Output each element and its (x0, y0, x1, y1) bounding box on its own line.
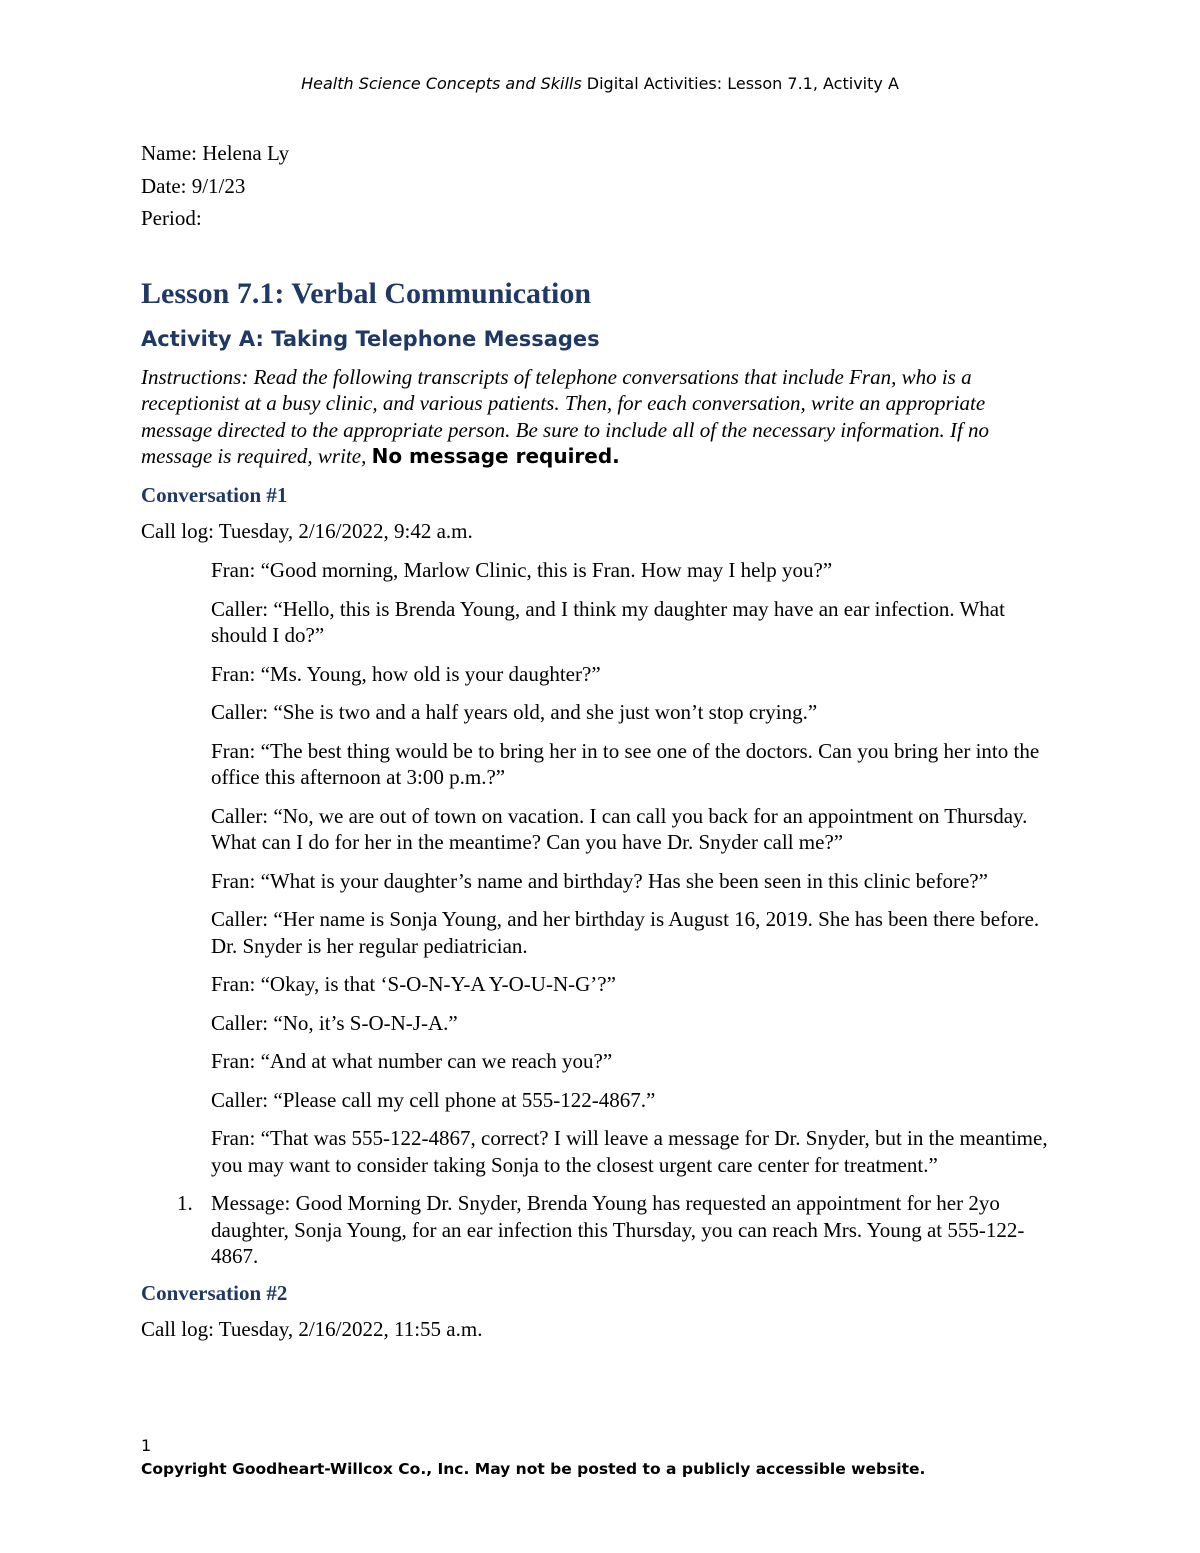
transcript-line: Fran: “What is your daughter’s name and birthday? Has she been seen in this clinic before?” (211, 868, 988, 893)
page-number: 1 (141, 1436, 152, 1455)
lesson-title: Lesson 7.1: Verbal Communication (141, 276, 592, 310)
message-number: 1. (177, 1191, 193, 1215)
transcript-line: Caller: “Please call my cell phone at 555-122-4867.” (211, 1087, 656, 1112)
instructions-emphasis: No message required. (371, 444, 620, 468)
transcript-line: Caller: “Hello, this is Brenda Young, and I think my daughter may have an ear infection. What should I do?” (211, 596, 1005, 647)
transcript-line: Fran: “Good morning, Marlow Clinic, this is Fran. How may I help you?” (211, 558, 833, 582)
running-header (0, 74, 1200, 93)
transcript-line: Caller: “She is two and a half years old, and she just won’t stop crying.” (211, 700, 818, 724)
instructions (141, 364, 1061, 470)
transcript-line: Fran: “Okay, is that ‘S-O-N-Y-A Y-O-U-N-G’?” (211, 972, 616, 996)
conversation-1-message (141, 1190, 1061, 1270)
transcript-line: Caller: “Her name is Sonja Young, and her birthday is August 16, 2019. She has been there before. Dr. Snyder is her regular pediatrician. (211, 907, 1040, 958)
copyright-footer: Copyright Goodheart-Willcox Co., Inc. May not be posted to a publicly accessible website. (141, 1460, 926, 1478)
conversation-1-transcript (141, 557, 1061, 1178)
document-body (141, 140, 1061, 1355)
conversation-2-title: Conversation #2 (141, 1280, 288, 1305)
header-book-title: Health Science Concepts and Skills (301, 74, 582, 93)
transcript-line: Fran: “That was 555-122-4867, correct? I will leave a message for Dr. Snyder, but in the meantime, you may want to consider taking Sonja to the closest urgent care center for treatment.” (211, 1126, 1048, 1177)
message-text: Message: Good Morning Dr. Snyder, Brenda Young has requested an appointment for her 2yo daughter, Sonja Young, for an ear infection this Thursday, you can reach Mrs. Young at 555-122-4867. (211, 1191, 1025, 1268)
header-activity: Digital Activities: Lesson 7.1, Activity A (581, 74, 899, 93)
student-name: Name: Helena Ly (141, 141, 290, 165)
instructions-text: Instructions: Read the following transcripts of telephone conversations that include Fran, who is a receptionist at a busy clinic, and various patients. Then, for each conversation, write an appropriate message directed to the appropriate person. Be sure to include all of the necessary information. If no message is required, write, (141, 364, 990, 468)
transcript-line: Fran: “The best thing would be to bring her in to see one of the doctors. Can you bring her into the office this afternoon at 3:00 p.m.?” (211, 738, 1040, 789)
conversation-1-title: Conversation #1 (141, 482, 288, 507)
conversation-2-call-log: Call log: Tuesday, 2/16/2022, 11:55 a.m. (141, 1316, 483, 1341)
transcript-line: Caller: “No, we are out of town on vacation. I can call you back for an appointment on Thursday. What can I do for her in the meantime? Can you have Dr. Snyder call me?” (211, 803, 1028, 854)
transcript-line: Caller: “No, it’s S-O-N-J-A.” (211, 1010, 458, 1035)
conversation-1-call-log: Call log: Tuesday, 2/16/2022, 9:42 a.m. (141, 518, 473, 543)
student-date: Date: 9/1/23 (141, 173, 246, 198)
student-period: Period: (141, 206, 202, 230)
transcript-line: Fran: “Ms. Young, how old is your daughter?” (211, 661, 601, 686)
activity-title: Activity A: Taking Telephone Messages (141, 326, 600, 351)
transcript-line: Fran: “And at what number can we reach you?” (211, 1049, 613, 1073)
